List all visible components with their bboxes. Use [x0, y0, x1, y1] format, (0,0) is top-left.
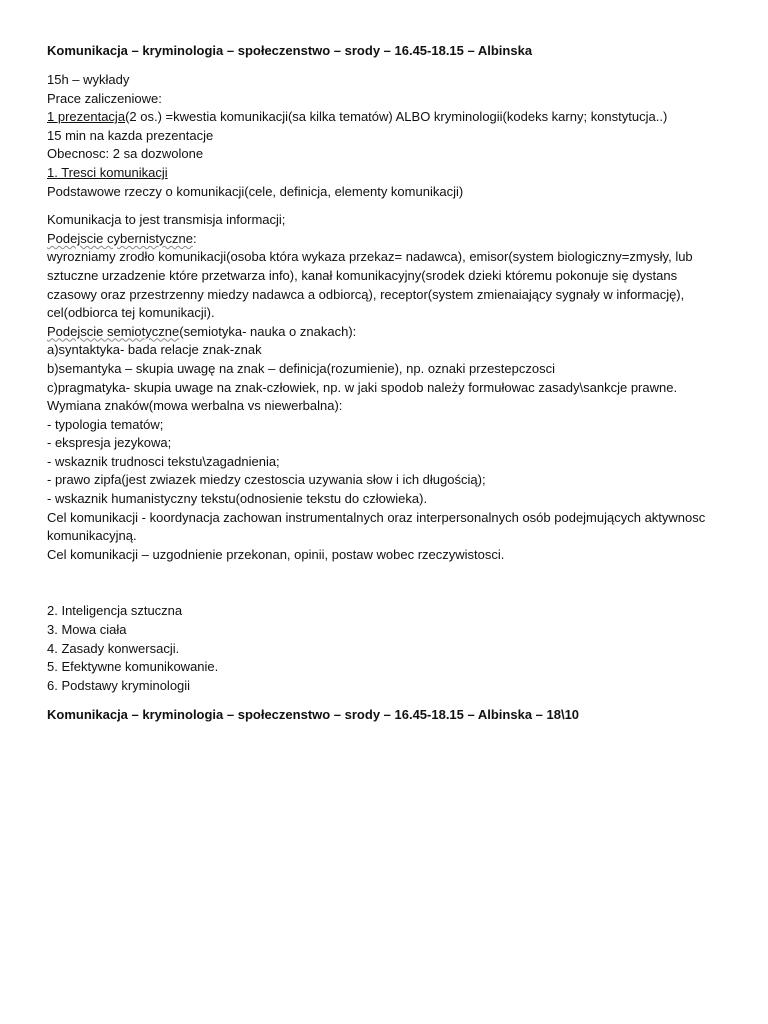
intro-line: 15 min na kazda prezentacje	[47, 127, 214, 143]
body-section	[47, 211, 727, 564]
body-line: Cel komunikacji – uzgodnienie przekonan, opinii, postaw wobec rzeczywistosci.	[47, 546, 505, 562]
topic-item: 3. Mowa ciała	[47, 622, 127, 638]
topic-item: 6. Podstawy kryminologii	[47, 677, 191, 693]
intro-text: (2 os.) =kwestia komunikacji(sa kilka tematów) ALBO kryminologii(kodeks karny; konstytucja..)	[125, 109, 668, 125]
spellcheck-underlined-text: Podejscie semiotyczne	[47, 323, 180, 339]
body-line: wyrozniamy zrodło komunikacji(osoba która wykaza przekaz= nadawca), emisor(system biologiczny=zmysły, lub	[47, 249, 693, 265]
intro-line: Obecnosc: 2 sa dozwolone	[47, 146, 204, 162]
intro-section	[47, 71, 727, 201]
body-line	[47, 323, 727, 342]
topic-item: 5. Efektywne komunikowanie.	[47, 659, 219, 675]
body-line: - prawo zipfa(jest zwiazek miedzy czestoscia uzywania słow i ich długością);	[47, 472, 486, 488]
body-line: - wskaznik humanistyczny tekstu(odnosienie tekstu do człowieka).	[47, 491, 428, 507]
spellcheck-underlined-text: Podejscie cybernistyczne	[47, 230, 193, 246]
body-line: a)syntaktyka- bada relacje znak-znak	[47, 342, 262, 358]
topics-list	[47, 602, 727, 695]
footer-title: Komunikacja – kryminologia – społeczenstwo – srody – 16.45-18.15 – Albinska – 18\10	[47, 707, 580, 723]
document-title: Komunikacja – kryminologia – społeczenstwo – srody – 16.45-18.15 – Albinska	[47, 43, 533, 58]
body-line: - ekspresja jezykowa;	[47, 435, 172, 451]
intro-line: Prace zaliczeniowe:	[47, 90, 162, 106]
document-content	[47, 42, 727, 724]
body-text: (semiotyka- nauka o znakach):	[179, 323, 357, 339]
intro-line: Podstawowe rzeczy o komunikacji(cele, definicja, elementy komunikacji)	[47, 183, 464, 199]
topic-item: 2. Inteligencja sztuczna	[47, 603, 183, 619]
body-line: Wymiana znaków(mowa werbalna vs niewerbalna):	[47, 398, 343, 414]
body-line: c)pragmatyka- skupia uwage na znak-człowiek, np. w jaki spodob należy formułowac zasady\sankcje prawne.	[47, 379, 678, 395]
underlined-text: 1. Tresci komunikacji	[47, 164, 168, 180]
intro-line: 15h – wykłady	[47, 72, 130, 87]
body-line: czasowy oraz przestrzenny miedzy nadawca a odbiorcą), receptor(system zmienaiający sygnały w informację),	[47, 286, 685, 302]
intro-line	[47, 108, 727, 127]
body-line: Cel komunikacji - koordynacja zachowan instrumentalnych oraz interpersonalnych osób podejmujących aktywnosc	[47, 509, 706, 525]
body-line: sztuczne urzadzenie które przetwarza info), kanał komunikacyjny(srodek dzieki któremu pokonuje się dystans	[47, 267, 678, 283]
body-line	[47, 230, 727, 249]
body-line: b)semantyka – skupia uwagę na znak – definicja(rozumienie), np. oznaki przestepczosci	[47, 360, 555, 376]
body-line: Komunikacja to jest transmisja informacji;	[47, 212, 286, 228]
body-line: komunikacyjną.	[47, 528, 137, 544]
body-line: - typologia tematów;	[47, 416, 164, 432]
body-text: :	[192, 230, 197, 246]
underlined-text: 1 prezentacja	[47, 109, 126, 125]
intro-line	[47, 164, 727, 183]
body-line: - wskaznik trudnosci tekstu\zagadnienia;	[47, 453, 280, 469]
body-line: cel(odbiorca tej komunikacji).	[47, 305, 215, 321]
topic-item: 4. Zasady konwersacji.	[47, 640, 180, 656]
